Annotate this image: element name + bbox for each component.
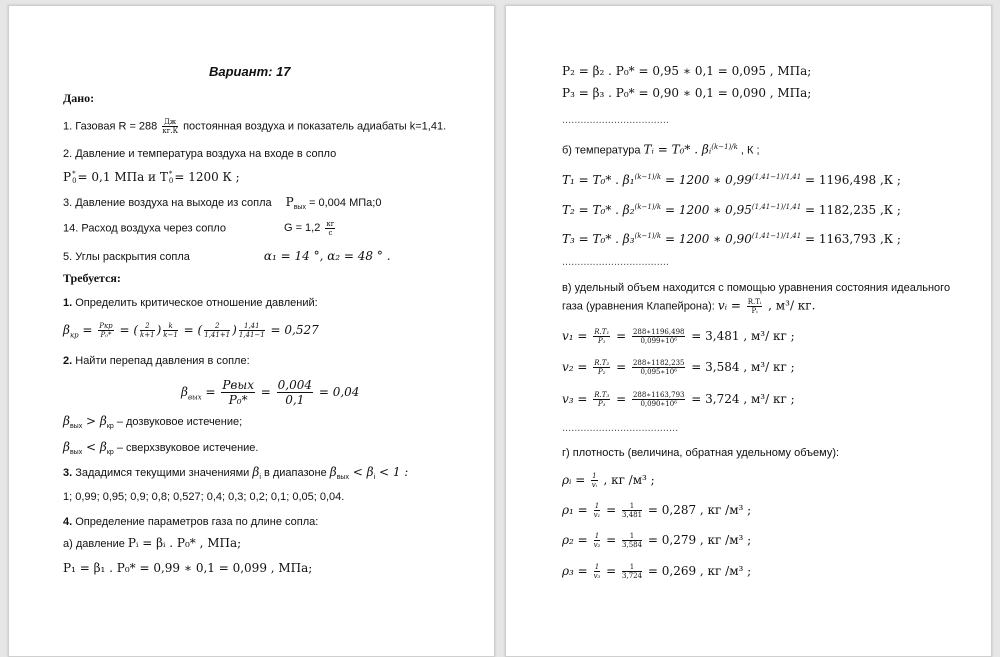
formula-part: = 1196,498 ,К ; bbox=[801, 173, 901, 187]
fraction bbox=[162, 118, 178, 135]
condition-subsonic bbox=[63, 414, 242, 434]
fraction bbox=[163, 322, 178, 339]
formula-part: * bbox=[168, 169, 173, 178]
formula-part: = 0,287 , кг /м³ ; bbox=[644, 503, 752, 517]
pressure-p2: P₂ = β₂ . P₀* = 0,95 ∗ 0,1 = 0,095 , МПа; bbox=[562, 64, 812, 78]
given-1 bbox=[63, 118, 446, 135]
formula-part: Tᵢ = T₀* . βᵢ bbox=[643, 142, 712, 157]
volume-v2: v₂ = $\frac{\text{R.T₂}}{\text{P₂}}$ = $\frac{288∗1182,235}{\text{0,095∗10⁶}}$ = 3,584 , м³/ кг ; bbox=[562, 359, 795, 376]
formula-part: < β bbox=[348, 465, 374, 479]
given-2-formula bbox=[63, 170, 240, 185]
formula-part: 1. bbox=[63, 297, 73, 309]
formula-part: = 0,1 МПа и T bbox=[77, 170, 168, 184]
fraction bbox=[594, 563, 601, 580]
fraction bbox=[622, 563, 642, 580]
formula-part: кг.К bbox=[162, 127, 179, 135]
formula-part: 0 bbox=[168, 176, 174, 185]
beta-exit-formula bbox=[181, 378, 359, 407]
formula-part: P₀* bbox=[100, 331, 112, 339]
fraction bbox=[140, 322, 155, 339]
formula-part: = bbox=[201, 385, 220, 399]
fraction bbox=[593, 359, 610, 376]
subscript: вых bbox=[69, 423, 83, 431]
formula-part: ) bbox=[156, 323, 162, 337]
formula-part: б) температура bbox=[562, 144, 644, 157]
formula-part: 0,1 bbox=[285, 393, 305, 407]
formula-part: 0,090∗10⁶ bbox=[640, 400, 677, 408]
formula-part: 288∗1196,498 bbox=[632, 328, 685, 336]
density-formula bbox=[562, 472, 655, 489]
formula-part: = 1200 ∗ 0,99 bbox=[661, 173, 752, 187]
given-heading: Дано: bbox=[63, 91, 95, 105]
fraction bbox=[593, 328, 610, 345]
page-1 bbox=[8, 5, 495, 657]
formula-part: 1 bbox=[594, 563, 600, 571]
formula-part: 14. Расход воздуха через сопло bbox=[63, 222, 226, 235]
formula-part: R.Tᵢ bbox=[747, 298, 762, 306]
formula-part: постоянная воздуха и показатель адиабаты k=1,41. bbox=[180, 120, 447, 133]
density-heading: г) плотность (величина, обратная удельному объему): bbox=[562, 447, 840, 459]
formula-part: 3. Давление воздуха на выходе из сопла bbox=[63, 197, 272, 209]
formula-part: P bbox=[63, 170, 72, 184]
temperature-t1 bbox=[562, 170, 901, 187]
formula-part: T₃ = T₀* . β₃ bbox=[562, 232, 635, 246]
formula-part: Зададимся текущими значениями bbox=[72, 467, 253, 479]
formula-part: 3,584 bbox=[622, 541, 643, 549]
ellipsis-2: ................................... bbox=[562, 256, 669, 268]
formula-part: (1,41−1)/1,41 bbox=[751, 203, 802, 211]
given-2: 2. Давление и температура воздуха на входе в сопло bbox=[63, 148, 337, 160]
formula-part: Pвых bbox=[222, 378, 254, 392]
formula-part: (k−1)/k bbox=[634, 203, 662, 211]
given-5 bbox=[63, 249, 391, 264]
formula-part: = 1163,793 ,К ; bbox=[801, 232, 901, 246]
formula-part: кг bbox=[326, 220, 335, 228]
formula-part: , К ; bbox=[737, 144, 760, 157]
pressure-heading bbox=[63, 536, 241, 551]
formula-part: R.T₃ bbox=[594, 391, 610, 399]
formula-part: 2 bbox=[140, 322, 155, 331]
formula-part: β bbox=[329, 465, 337, 479]
formula-part: k+1 bbox=[140, 331, 155, 339]
fraction bbox=[325, 220, 335, 237]
formula-part: = 0,527 bbox=[266, 323, 319, 337]
formula-part: = 3,481 , м³/ кг ; bbox=[687, 329, 795, 343]
formula-part: 1,41+1 bbox=[204, 331, 231, 339]
formula-part: v₂ = bbox=[562, 360, 592, 374]
step-3 bbox=[63, 465, 408, 485]
required-heading: Требуется: bbox=[63, 271, 121, 285]
formula-part: Дж bbox=[164, 118, 177, 126]
formula-part: 4. bbox=[63, 516, 73, 528]
subscript: i bbox=[259, 474, 261, 482]
formula-part: vᵢ bbox=[591, 481, 598, 489]
formula-part: , кг /м³ ; bbox=[599, 473, 655, 487]
subscript: кр bbox=[106, 449, 114, 457]
formula-part: 1. Газовая R = 288 bbox=[63, 120, 161, 133]
formula-part: (1,41−1)/1,41 bbox=[751, 173, 802, 181]
subscript: кр bbox=[106, 423, 114, 431]
step-2 bbox=[63, 354, 250, 368]
formula-part: 1 bbox=[592, 472, 597, 480]
formula-part: 5. Углы раскрытия сопла bbox=[63, 251, 190, 263]
formula-part: k−1 bbox=[163, 331, 178, 339]
volume-heading: в) удельный объем находится с помощью уравнения состояния идеального bbox=[562, 282, 951, 294]
formula-part: 0 bbox=[72, 176, 77, 185]
formula-part: β bbox=[63, 323, 70, 337]
beta-critical-formula bbox=[63, 322, 319, 342]
volume-v3: v₃ = $\frac{\text{R.T₃}}{\text{P₃}}$ = $\frac{288∗1163,793}{\text{0,090∗10⁶}}$ = 3,724 , м³/ кг ; bbox=[562, 391, 795, 408]
formula-part: α₁ = 14 °, α₂ = 48 ° . bbox=[263, 249, 391, 263]
density-rho3: ρ₃ = $\frac{1}{\text{v₃}}$ = $\frac{1}{3,724}$ = 0,269 , кг /м³ ; bbox=[562, 563, 752, 580]
formula-part: = bbox=[78, 323, 97, 337]
formula-part: 3,481 bbox=[622, 511, 643, 519]
formula-part bbox=[169, 171, 173, 185]
formula-part: Pᵢ = βᵢ . P₀* , МПа; bbox=[127, 536, 242, 550]
formula-part: = bbox=[256, 385, 275, 399]
temperature-t3 bbox=[562, 229, 901, 246]
ellipsis-3: ...................................... bbox=[562, 422, 679, 434]
formula-part: Определение параметров газа по длине сопла: bbox=[72, 516, 319, 528]
fraction bbox=[591, 472, 597, 489]
formula-part: β bbox=[63, 440, 70, 454]
formula-part: 288∗1182,235 bbox=[632, 359, 685, 367]
fraction bbox=[277, 378, 313, 407]
formula-part: = 1200 ∗ 0,90 bbox=[661, 232, 752, 246]
formula-part: v₃ bbox=[593, 572, 601, 580]
formula-part: (k−1)/k bbox=[634, 173, 662, 181]
formula-part: T₁ = T₀* . β₁ bbox=[562, 173, 635, 187]
subscript: вых bbox=[69, 449, 83, 457]
formula-part: = 1200 ∗ 0,95 bbox=[661, 203, 752, 217]
formula-part: G = 1,2 bbox=[283, 222, 324, 235]
formula-part: k bbox=[163, 322, 178, 331]
formula-part: v₂ bbox=[593, 541, 601, 549]
formula-part: β bbox=[63, 414, 70, 428]
formula-part: P₁ bbox=[598, 337, 606, 345]
fraction bbox=[98, 322, 113, 339]
pressure-p1: P₁ = β₁ . P₀* = 0,99 ∗ 0,1 = 0,099 , МПа; bbox=[63, 561, 313, 575]
formula-part: 0,004 bbox=[277, 378, 313, 392]
formula-part: R.T₁ bbox=[594, 328, 610, 336]
formula-part: 2 bbox=[204, 322, 230, 331]
subscript: вых bbox=[336, 474, 349, 482]
formula-part: ρ₂ = bbox=[562, 533, 592, 547]
formula-part: (k−1)/k bbox=[711, 143, 738, 151]
formula-part: 0,099∗10⁶ bbox=[640, 337, 677, 345]
formula-part: v₁ bbox=[593, 511, 601, 519]
beta-values-list: 1; 0,99; 0,95; 0,9; 0,8; 0,527; 0,4; 0,3; 0,2; 0,1; 0,05; 0,04. bbox=[63, 491, 345, 503]
formula-part: P bbox=[285, 195, 294, 209]
formula-part: P₀* bbox=[228, 393, 248, 407]
formula-part: = 3,584 , м³/ кг ; bbox=[687, 360, 795, 374]
formula-part: 2. bbox=[63, 355, 73, 367]
formula-part: 288∗1163,793 bbox=[632, 391, 685, 399]
fraction bbox=[594, 532, 601, 549]
formula-part: < 1 : bbox=[375, 465, 409, 479]
formula-part: 0,095∗10⁶ bbox=[640, 368, 677, 376]
density-rho2: ρ₂ = $\frac{1}{\text{v₂}}$ = $\frac{1}{3,584}$ = 0,279 , кг /м³ ; bbox=[562, 532, 752, 549]
formula-part: T₂ = T₀* . β₂ bbox=[562, 203, 635, 217]
formula-part: а) давление bbox=[63, 538, 128, 550]
formula-part: 3,724 bbox=[622, 572, 643, 580]
variant-title: Вариант: 17 bbox=[209, 64, 291, 79]
formula-part: v₁ = bbox=[562, 329, 592, 343]
formula-part: ρ₁ = bbox=[562, 503, 592, 517]
formula-part: R.T₂ bbox=[594, 359, 610, 367]
page-2 bbox=[505, 5, 992, 657]
formula-part: * bbox=[72, 169, 76, 178]
step-4 bbox=[63, 515, 318, 529]
given-3 bbox=[63, 195, 381, 215]
subscript: вых bbox=[293, 204, 306, 212]
fraction bbox=[239, 322, 265, 339]
step-1 bbox=[63, 296, 318, 310]
formula-part: (k−1)/k bbox=[634, 232, 662, 240]
volume-v1: v₁ = $\frac{\text{R.T₁}}{\text{P₁}}$ = $\frac{288∗1196,498}{\text{0,099∗10⁶}}$ = 3,481 , м³/ кг ; bbox=[562, 328, 795, 345]
formula-part: 1,41 bbox=[239, 322, 265, 331]
fraction bbox=[594, 502, 601, 519]
formula-part: v₃ = bbox=[562, 392, 592, 406]
formula-part: > β bbox=[82, 414, 107, 428]
formula-part: с bbox=[328, 229, 333, 237]
formula-part: ρ₃ = bbox=[562, 564, 592, 578]
formula-part: P₃ bbox=[598, 400, 606, 408]
formula-part: = ( bbox=[115, 323, 139, 337]
formula-part: 1 bbox=[594, 502, 600, 510]
formula-part: 1 bbox=[622, 563, 642, 572]
fraction bbox=[632, 328, 686, 345]
given-4 bbox=[63, 220, 337, 237]
fraction bbox=[221, 378, 255, 407]
formula-part: , м³/ кг. bbox=[764, 298, 816, 313]
formula-part: Определить критическое отношение давлений: bbox=[72, 297, 318, 309]
formula-part: = 1200 К ; bbox=[174, 170, 240, 184]
formula-part: = ( bbox=[179, 323, 203, 337]
formula-part: газа (уравнения Клапейрона): bbox=[562, 300, 718, 313]
formula-part: 1 bbox=[594, 532, 600, 540]
formula-part: 1 bbox=[622, 532, 642, 541]
formula-part: 1,41−1 bbox=[238, 331, 265, 339]
fraction bbox=[747, 298, 763, 315]
formula-part: = 0,004 МПа;0 bbox=[305, 197, 382, 209]
formula-part: (1,41−1)/1,41 bbox=[751, 232, 802, 240]
formula-part: Найти перепад давления в сопле: bbox=[72, 355, 250, 367]
formula-part: 1 bbox=[622, 502, 642, 511]
ellipsis-1: ................................... bbox=[562, 114, 669, 126]
formula-part: ) bbox=[232, 323, 237, 337]
fraction bbox=[632, 391, 686, 408]
formula-part: β bbox=[181, 385, 188, 399]
temperature-heading bbox=[562, 140, 760, 158]
formula-part: – дозвуковое истечение; bbox=[113, 416, 243, 428]
subscript: i bbox=[373, 474, 376, 482]
formula-part bbox=[72, 171, 76, 185]
temperature-t2 bbox=[562, 200, 901, 217]
fraction bbox=[593, 391, 610, 408]
condition-supersonic bbox=[63, 440, 258, 460]
formula-part: 3. bbox=[63, 467, 73, 479]
pressure-p3: P₃ = β₃ . P₀* = 0,90 ∗ 0,1 = 0,090 , МПа; bbox=[562, 86, 812, 100]
fraction bbox=[204, 322, 230, 339]
formula-part: – сверхзвуковое истечение. bbox=[113, 442, 259, 454]
formula-part: β bbox=[252, 465, 260, 479]
formula-part: = 0,279 , кг /м³ ; bbox=[644, 533, 752, 547]
formula-part: < β bbox=[82, 440, 107, 454]
formula-part: в диапазоне bbox=[260, 467, 330, 479]
subscript: вых bbox=[187, 393, 202, 402]
fraction bbox=[622, 532, 642, 549]
volume-formula bbox=[562, 298, 815, 315]
subscript: кр bbox=[69, 331, 79, 340]
formula-part: P₂ bbox=[598, 368, 606, 376]
formula-part: ρᵢ = bbox=[562, 473, 590, 487]
density-rho1: ρ₁ = $\frac{1}{\text{v₁}}$ = $\frac{1}{3,481}$ = 0,287 , кг /м³ ; bbox=[562, 502, 752, 519]
formula-part: = 0,269 , кг /м³ ; bbox=[644, 564, 752, 578]
fraction bbox=[632, 359, 686, 376]
formula-part: = 1182,235 ,К ; bbox=[801, 203, 901, 217]
formula-part: = 3,724 , м³/ кг ; bbox=[687, 392, 795, 406]
formula-part: = 0,04 bbox=[315, 385, 360, 399]
formula-part: vᵢ = bbox=[717, 298, 745, 313]
fraction bbox=[622, 502, 642, 519]
formula-part: Pкр bbox=[99, 322, 113, 330]
formula-part: Pᵢ bbox=[751, 307, 758, 315]
